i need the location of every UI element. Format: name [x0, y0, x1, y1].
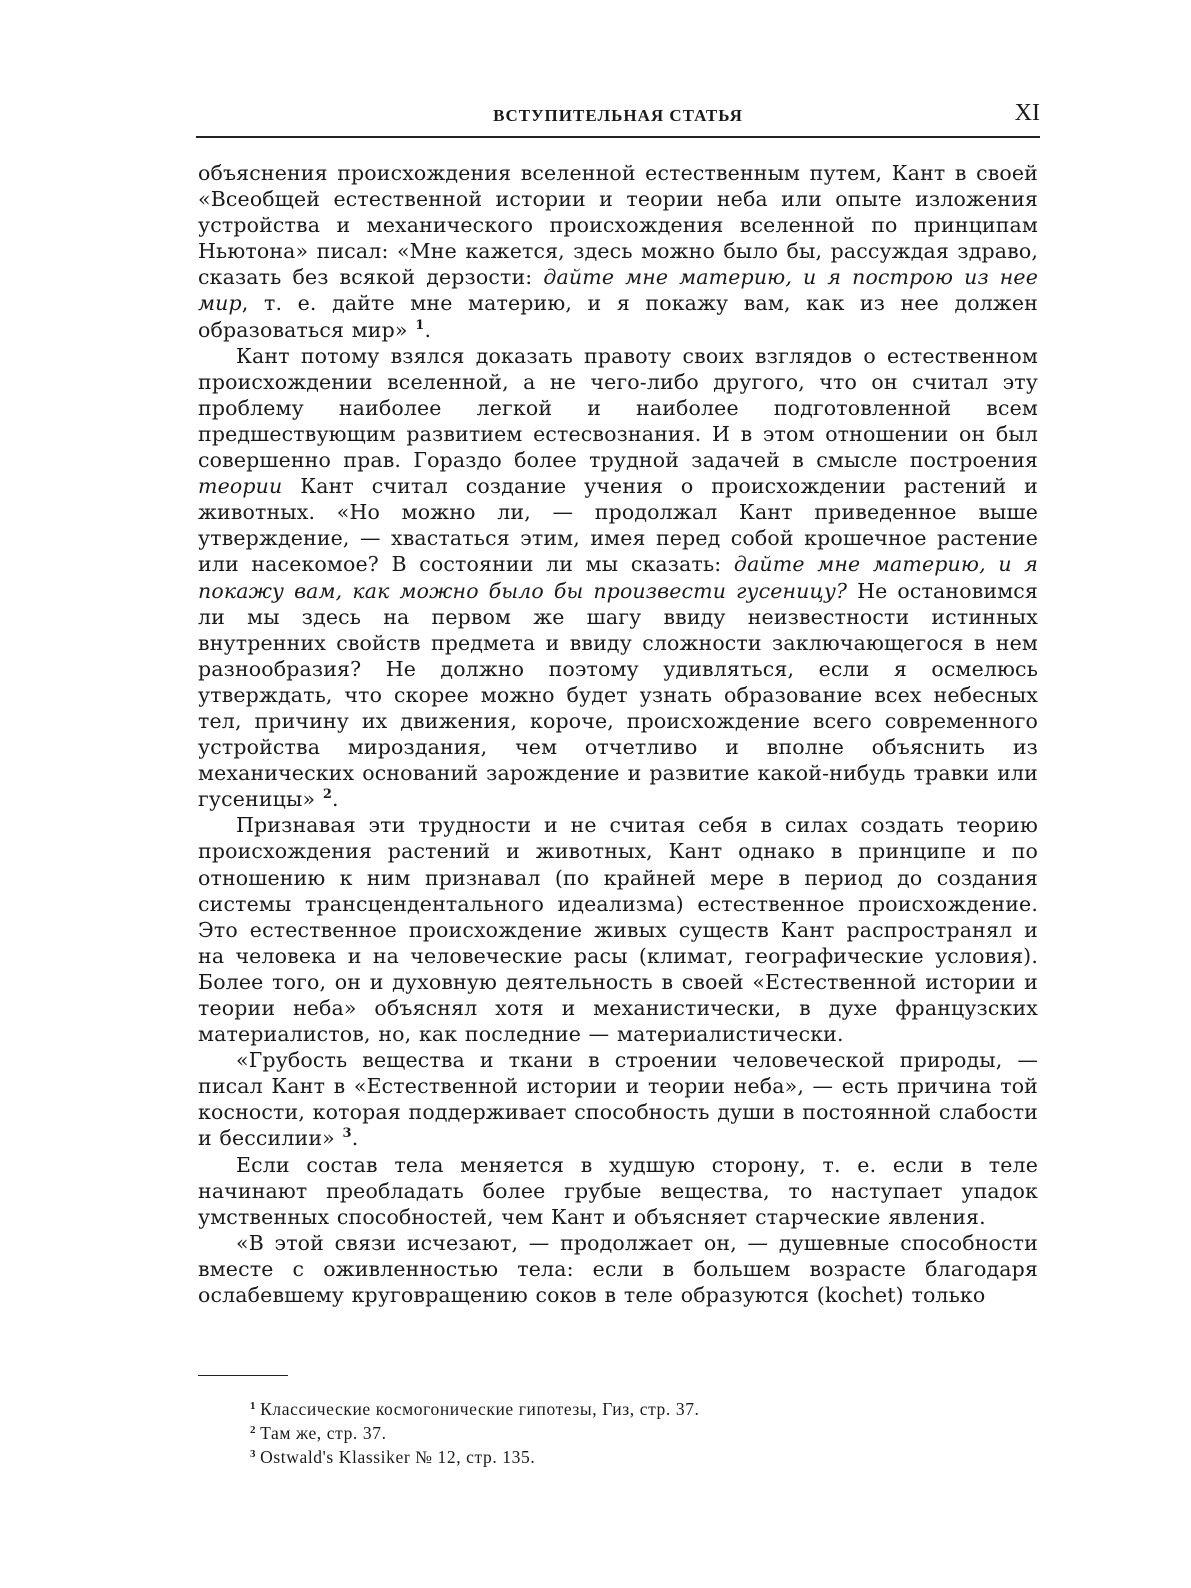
text-run: . — [424, 317, 432, 342]
text-run: Если состав тела меняется в худшую сторону, т. е. если в теле начинают преобладать более грубые вещества, то наступает упадок умственных способностей, чем Кант и объясняет старческие явления. — [198, 1152, 1038, 1229]
text-run: «Грубость вещества и ткани в строении человеческой природы, — писал Кант в «Естественной истории и теории неба», — есть причина той косности, которая поддерживает способность души в постоянной слабости и бессилии» — [198, 1048, 1038, 1151]
page-number: XI — [1014, 100, 1040, 126]
text-run: «В этой связи исчезают, — продолжает он, — душевные способности вместе с оживленностью тела: если в большем возрасте благодаря ослабевшему круговращению соков в теле образуются (kochet) только — [198, 1230, 1038, 1308]
body-paragraph — [198, 1152, 1038, 1230]
footnote-text: Классические космогонические гипотезы, Гиз, стр. 37. — [260, 1399, 700, 1419]
footnote — [250, 1396, 1010, 1420]
italic-text: дайте мне материю, и я построю из нее мир — [198, 265, 1038, 316]
italic-text: теории — [198, 474, 283, 499]
footnote-mark: 2 — [250, 1424, 257, 1436]
body-paragraph — [198, 343, 1038, 813]
footnote-reference: 3 — [342, 1126, 352, 1142]
body-paragraph — [198, 1230, 1038, 1308]
body-text — [198, 160, 1038, 1308]
footnote-mark: 3 — [250, 1448, 257, 1460]
text-run: . — [332, 787, 339, 812]
text-run: объяснения происхождения вселенной естественным путем, Кант в своей «Всеобщей естественной истории и теории неба или опыте изложения устройства и механического происхождения вселенной по принципам Ньютона» писал: «Мне кажется, здесь можно было бы, рассуждая здраво, сказать без всякой дерзости: — [198, 161, 1038, 290]
footnote-rule — [198, 1375, 288, 1376]
text-run: , т. е. дайте мне материю, и я покажу вам, как из нее должен образоваться мир» — [198, 291, 1038, 342]
running-title: ВСТУПИТЕЛЬНАЯ СТАТЬЯ — [493, 106, 743, 125]
footnote-reference: 2 — [322, 787, 333, 803]
text-run: Признавая эти трудности и не считая себя в силах создать теорию происхождения растений и животных, Кант однако в принципе и по отношению к ним признавал (по крайней мере в период до создания системы трансцендентального идеализма) естественное происхождение. Это естественное происхождение живых существ Кант распространял и на человека и на человеческие расы (климат, географические условия). Более того, он и духовную деятельность в своей «Естественной истории и теории неба» объяснял хотя и механистически, в духе французских материалистов, но, как последние — материалистически. — [198, 813, 1038, 1047]
footnote-reference: 1 — [415, 317, 425, 333]
text-run: . — [351, 1126, 359, 1151]
footnotes — [250, 1396, 1010, 1468]
text-run: Кант потому взялся доказать правоту своих взглядов о естественном происхождении вселенной, а не чего-либо другого, что он считал эту проблему наиболее легкой и наиболее подготовленной всем предшествующим развитием естесвознания. И в этом отношении он был совершенно прав. Гораздо более трудной задачей в смысле построения — [198, 343, 1038, 473]
body-paragraph — [198, 812, 1038, 1047]
footnote-mark: 1 — [250, 1400, 257, 1412]
body-paragraph — [198, 160, 1038, 343]
text-run: Не остановимся ли мы здесь на первом же шагу ввиду неизвестности истинных внутренних свойств предмета и ввиду сложности заключающегося в нем разнообразия? Не должно поэтому удивляться, если я осмелюсь утверждать, что скорее можно будет узнать образование всех небесных тел, причину их движения, короче, происхождение всего современного устройства мироздания, чем отчетливо и вполне объяснить из механических оснований зарождение и развитие какой-нибудь травки или гусеницы» — [198, 578, 1039, 812]
footnote — [250, 1420, 1010, 1444]
footnote-text: Ostwald's Klassiker № 12, стр. 135. — [260, 1447, 536, 1467]
footnote — [250, 1444, 1010, 1468]
running-head — [196, 100, 1040, 134]
body-paragraph — [198, 1047, 1038, 1151]
italic-text: дайте мне материю, и я покажу вам, как можно было бы произвести гусеницу? — [198, 552, 1038, 603]
text-run: Кант считал создание учения о происхождении растений и животных. «Но можно ли, — продолжал Кант приведенное выше утверждение, — хвастаться этим, имея перед собой крошечное растение или насекомое? В состоянии ли мы сказать: — [198, 474, 1038, 577]
footnote-text: Там же, стр. 37. — [260, 1423, 387, 1443]
header-rule — [196, 136, 1040, 138]
